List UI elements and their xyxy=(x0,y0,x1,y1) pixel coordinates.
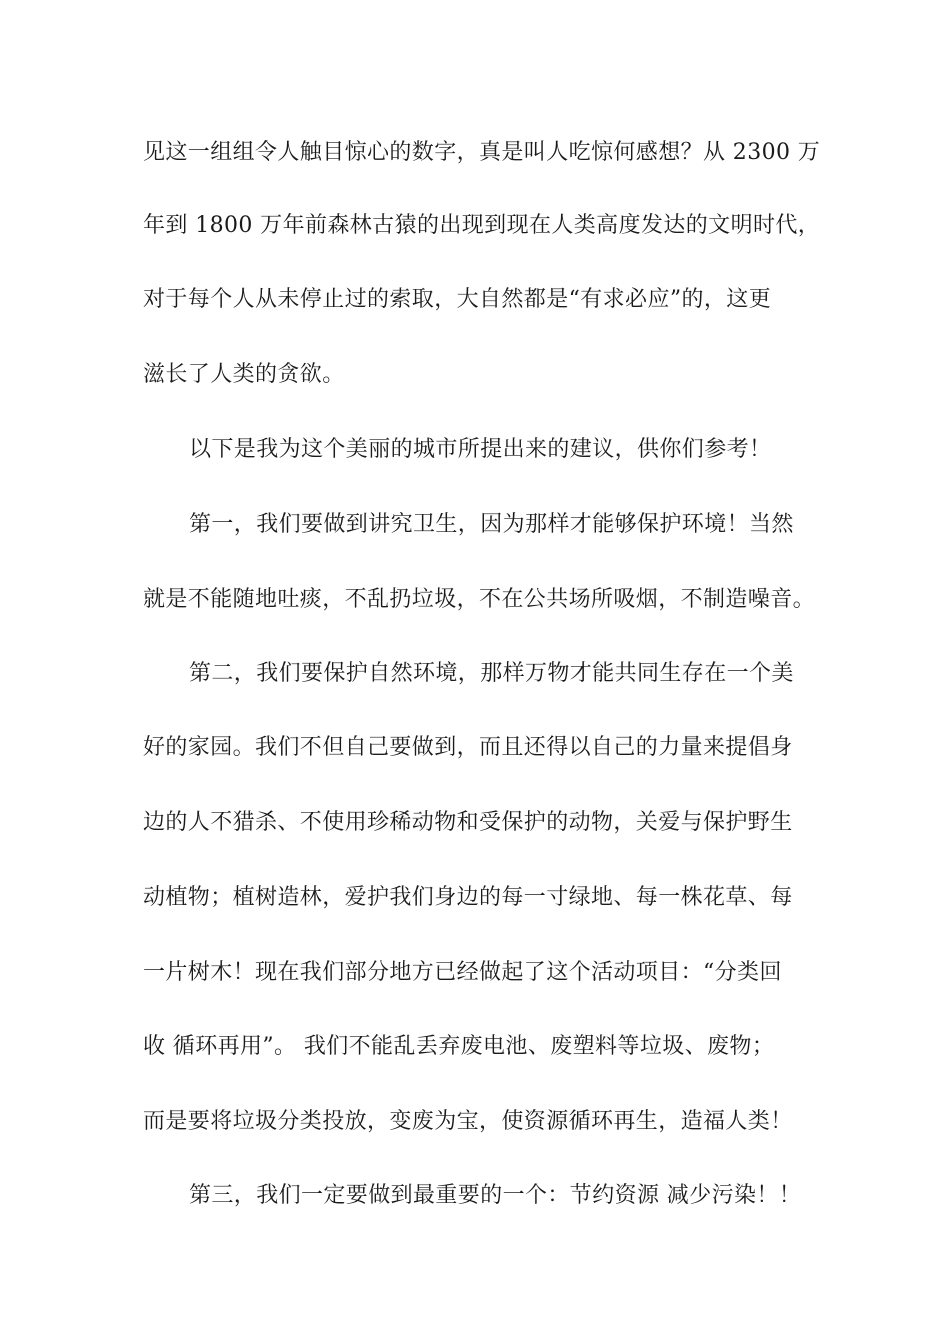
text-line: 对于每个人从未停止过的索取，大自然都是“有求必应”的，这更 xyxy=(143,287,772,312)
text-line: 动植物；植树造林，爱护我们身边的每一寸绿地、每一株花草、每 xyxy=(143,885,793,910)
paragraph-first-line: 第三，我们一定要做到最重要的一个：节约资源 减少污染！！ xyxy=(189,1183,802,1208)
text-line: 就是不能随地吐痰，不乱扔垃圾，不在公共场所吸烟，不制造噪音。 xyxy=(143,587,816,612)
paragraph-first-line: 第二，我们要保护自然环境，那样万物才能共同生存在一个美 xyxy=(189,661,794,686)
text-line: 好的家园。我们不但自己要做到，而且还得以自己的力量来提倡身 xyxy=(143,735,793,760)
paragraph-first-line: 以下是我为这个美丽的城市所提出来的建议，供你们参考！ xyxy=(189,437,772,462)
text-line: 滋长了人类的贪欲。 xyxy=(143,362,345,387)
text-line: 而是要将垃圾分类投放，变废为宝，使资源循环再生，造福人类！ xyxy=(143,1109,793,1134)
paragraph-first-line: 第一，我们要做到讲究卫生，因为那样才能够保护环境！当然 xyxy=(189,512,794,537)
text-line: 一片树木！现在我们部分地方已经做起了这个活动项目：“分类回 xyxy=(143,960,782,985)
text-line: 年到 1800 万年前森林古猿的出现到现在人类高度发达的文明时代， xyxy=(143,213,821,238)
text-line: 边的人不猎杀、不使用珍稀动物和受保护的动物，关爱与保护野生 xyxy=(143,810,793,835)
text-line: 见这一组组令人触目惊心的数字，真是叫人吃惊何感想？从 2300 万 xyxy=(143,140,821,165)
text-line: 收 循环再用”。 我们不能乱丢弃废电池、废塑料等垃圾、废物； xyxy=(143,1034,775,1059)
